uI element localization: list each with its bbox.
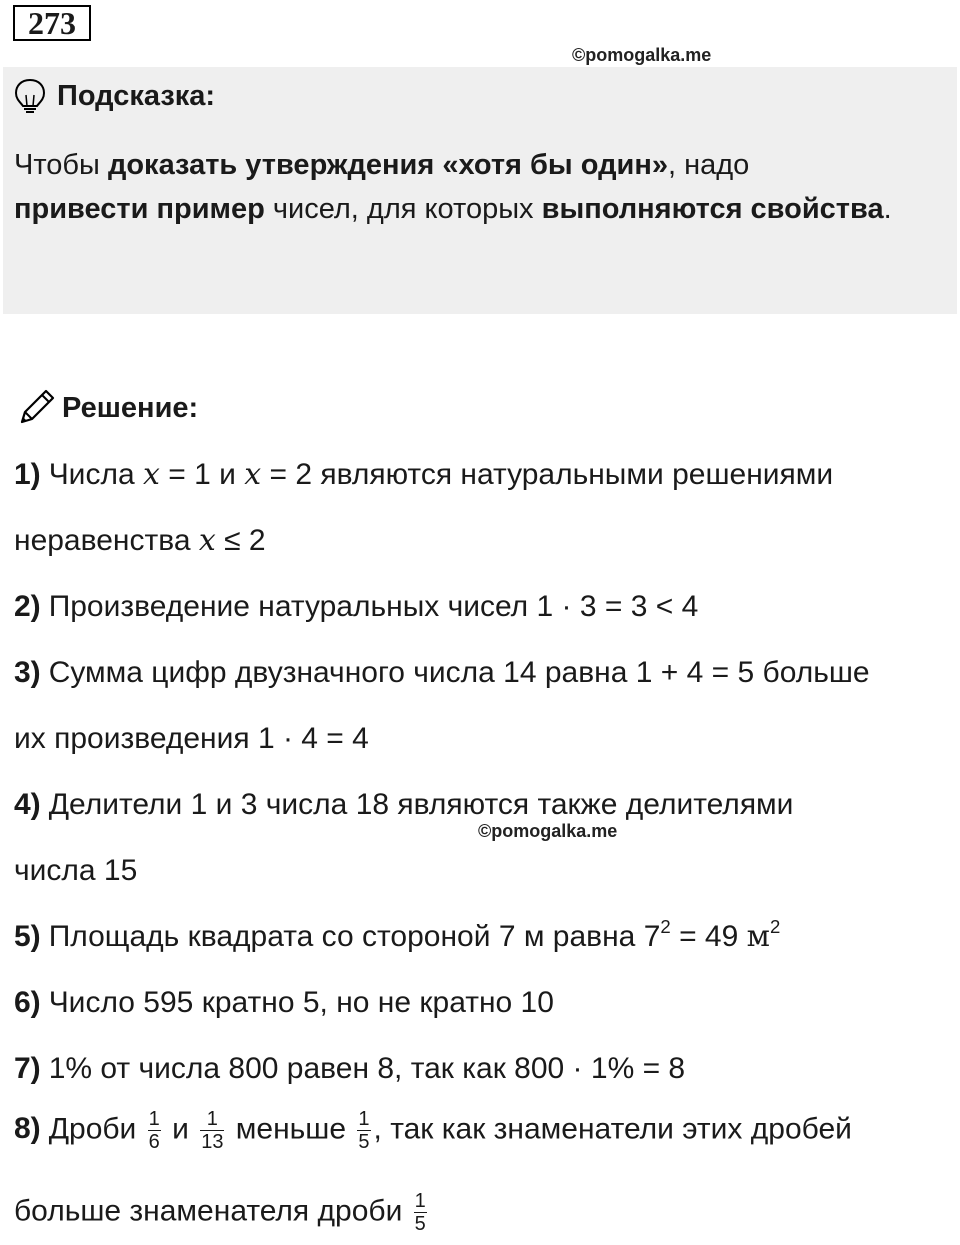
item-text: и [163, 1112, 198, 1146]
hint-header [13, 78, 215, 114]
item-text: Сумма цифр двузначного числа 14 равна 1 + 4 = 5 больше [48, 656, 870, 689]
lightbulb-icon [13, 78, 47, 114]
item-text: , так как знаменатели этих дробей [373, 1112, 852, 1146]
variable: x [142, 457, 160, 492]
solution-item-8-cont [14, 1190, 430, 1235]
solution-item-5 [14, 915, 781, 955]
item-number: 2) [14, 590, 41, 623]
exponent: 2 [660, 915, 671, 937]
exponent: 2 [769, 915, 781, 937]
item-text: ≤ 2 [215, 524, 266, 557]
item-text: их произведения 1 · 4 = 4 [14, 722, 369, 755]
item-text: Площадь квадрата со стороной 7 м равна 7 [48, 920, 661, 953]
numerator: 1 [148, 1108, 160, 1130]
item-text: = 2 являются натуральными решениями [261, 458, 834, 491]
watermark-middle: ©pomogalka.me [478, 821, 618, 841]
item-number: 6) [14, 986, 41, 1019]
item-text: меньше [227, 1112, 355, 1146]
solution-item-1 [14, 457, 833, 493]
item-number: 5) [14, 920, 41, 953]
hint-text-3: чисел, для которых [264, 193, 542, 225]
solution-title: Решение: [62, 391, 199, 424]
hint-bold-1: доказать утверждения «хотя бы один» [107, 149, 668, 181]
item-text: 1% от числа 800 равен 8, так как 800 · 1% = 8 [48, 1052, 686, 1085]
denominator: 5 [358, 1131, 370, 1153]
item-text: = 49 [670, 920, 747, 953]
item-number: 4) [14, 788, 41, 821]
item-text: Число 595 кратно 5, но не кратно 10 [48, 986, 554, 1019]
denominator: 5 [414, 1213, 426, 1235]
item-number: 3) [14, 656, 41, 689]
denominator: 13 [201, 1131, 224, 1153]
hint-bold-3: выполняются свойства [541, 193, 884, 225]
hint-title: Подсказка: [57, 79, 216, 112]
unit: м [746, 919, 770, 954]
pencil-icon [16, 388, 56, 428]
fraction [357, 1108, 370, 1153]
solution-item-7 [14, 1051, 685, 1087]
solution-item-6 [14, 985, 554, 1021]
watermark-top: ©pomogalka.me [572, 45, 712, 65]
item-text: неравенства [14, 524, 199, 557]
hint-text-2: , надо [667, 149, 750, 181]
item-text: числа 15 [14, 854, 138, 887]
solution-item-3 [14, 655, 870, 691]
task-number: 273 [13, 5, 91, 41]
variable: x [244, 457, 262, 492]
hint-text-1: Чтобы [14, 149, 108, 181]
item-text: Произведение натуральных чисел 1 · 3 = 3 < 4 [48, 590, 699, 623]
solution-item-2 [14, 589, 698, 625]
denominator: 6 [148, 1131, 160, 1153]
item-number: 8) [14, 1112, 41, 1146]
solution-item-4-cont [14, 853, 137, 889]
solution-item-8 [14, 1108, 852, 1153]
fraction [414, 1190, 427, 1235]
solution-item-1-cont [14, 523, 266, 559]
fraction [148, 1108, 161, 1153]
variable: x [198, 523, 216, 558]
item-number: 1) [14, 458, 41, 491]
solution-item-4 [14, 787, 793, 823]
solution-item-3-cont [14, 721, 369, 757]
item-number: 7) [14, 1052, 41, 1085]
numerator: 1 [200, 1108, 224, 1131]
item-text: Числа [48, 458, 143, 491]
item-text: = 1 и [159, 458, 245, 491]
hint-bold-2: привести пример [14, 193, 265, 225]
numerator: 1 [414, 1190, 426, 1212]
fraction [200, 1108, 224, 1153]
solution-header [16, 388, 198, 428]
item-text: Делители 1 и 3 числа 18 являются также делителями [48, 788, 794, 821]
hint-text-4: . [883, 193, 892, 225]
item-text: больше знаменателя дроби [14, 1194, 411, 1228]
item-text: Дроби [48, 1112, 145, 1146]
hint-text [14, 143, 914, 231]
numerator: 1 [358, 1108, 370, 1130]
